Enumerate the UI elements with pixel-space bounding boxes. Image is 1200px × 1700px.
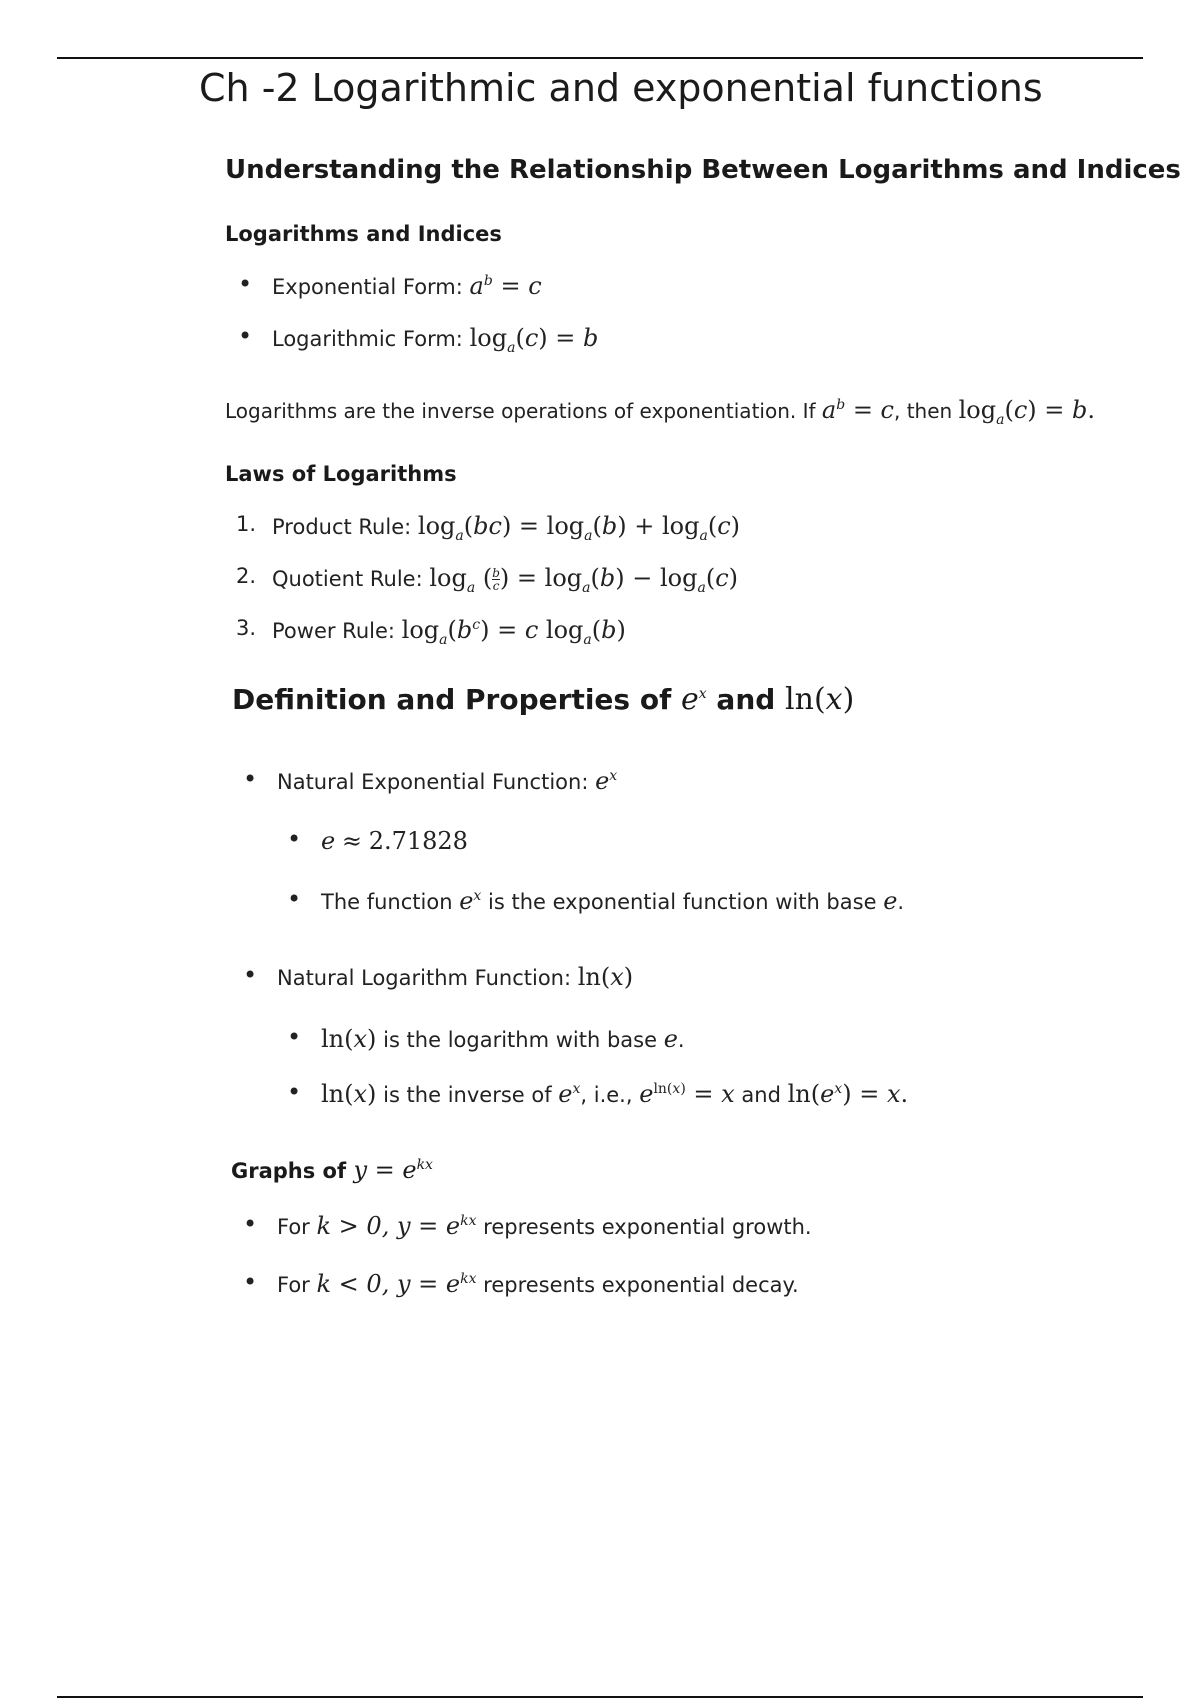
logarithmic-form-formula: $\log_a(c) = b$: [469, 324, 599, 356]
subheading-graphs: Graphs of $y = e^{kx}$: [231, 1156, 433, 1184]
logarithmic-form-item: [272, 324, 598, 356]
quotient-rule-formula: $\log_a$ ( $\frac{b}{c}$ ) = $\log_a(b) - \log_a(c)$: [429, 564, 739, 596]
subheading-laws-of-logarithms: Laws of Logarithms: [225, 462, 457, 486]
heading-text-start: Definition and Properties of: [232, 683, 672, 716]
natural-logarithm-item: • Natural Logarithm Function: ln(x): [277, 963, 633, 991]
decay-item: • For k < 0, $y = e^{kx}$ represents exponential decay.: [277, 1270, 799, 1298]
law-label: Product Rule:: [272, 515, 412, 539]
product-rule-formula: $\log_a(bc) = \log_a(b) + \log_a(c)$: [417, 512, 741, 544]
paragraph-text-mid: , then: [894, 399, 953, 423]
natural-logarithm-label: Natural Logarithm Function:: [277, 966, 572, 990]
law-power-rule: [236, 616, 626, 648]
exponential-form-label: Exponential Form:: [272, 275, 463, 299]
exponential-form-formula: $a^b = c$: [469, 272, 542, 300]
e-value-item: • e ≈ 2.71828: [321, 827, 468, 855]
e-value: 2.71828: [368, 827, 468, 855]
law-label: Quotient Rule:: [272, 567, 423, 591]
bottom-rule: [57, 1696, 1143, 1698]
section-heading-logs-indices: Understanding the Relationship Between Logarithms and Indices: [225, 155, 1181, 185]
paragraph-text-start: Logarithms are the inverse operations of exponentiation. If: [225, 399, 816, 423]
law-number: 2.: [236, 564, 257, 588]
exponential-form-item: [272, 272, 542, 300]
subheading-logs-and-indices: Logarithms and Indices: [225, 222, 502, 246]
section-heading-ex-lnx: Definition and Properties of $e^x$ and ln(x): [232, 682, 855, 717]
law-quotient-rule: [236, 564, 739, 596]
exp-description-item: • The function $e^x$ is the exponential function with base e.: [321, 887, 904, 915]
top-rule: [57, 57, 1143, 59]
natural-exponential-label: Natural Exponential Function:: [277, 770, 589, 794]
inverse-explanation-paragraph: Logarithms are the inverse operations of exponentiation. If $a^b = c$, then $\log_a(c) = b$.: [225, 396, 1096, 428]
growth-item: • For k > 0, $y = e^{kx}$ represents exponential growth.: [277, 1212, 812, 1240]
ln-inverse-item: • ln(x) is the inverse of $e^x$, i.e., $e^{ln(x)} = x$ and $\ln(e^x) = x$.: [321, 1080, 908, 1108]
law-number: 1.: [236, 512, 257, 536]
power-rule-formula: $\log_a(b^c) = c$ $\log_a(b)$: [401, 616, 626, 648]
law-number: 3.: [236, 616, 257, 640]
page-title: Ch -2 Logarithmic and exponential functions: [199, 66, 1043, 110]
heading-text-mid: and: [716, 683, 776, 716]
law-product-rule: [236, 512, 741, 544]
logarithmic-form-label: Logarithmic Form:: [272, 327, 463, 351]
natural-exponential-item: • Natural Exponential Function: $e^x$: [277, 767, 617, 795]
law-label: Power Rule:: [272, 619, 395, 643]
ln-description-item: • ln(x) is the logarithm with base e.: [321, 1025, 685, 1053]
